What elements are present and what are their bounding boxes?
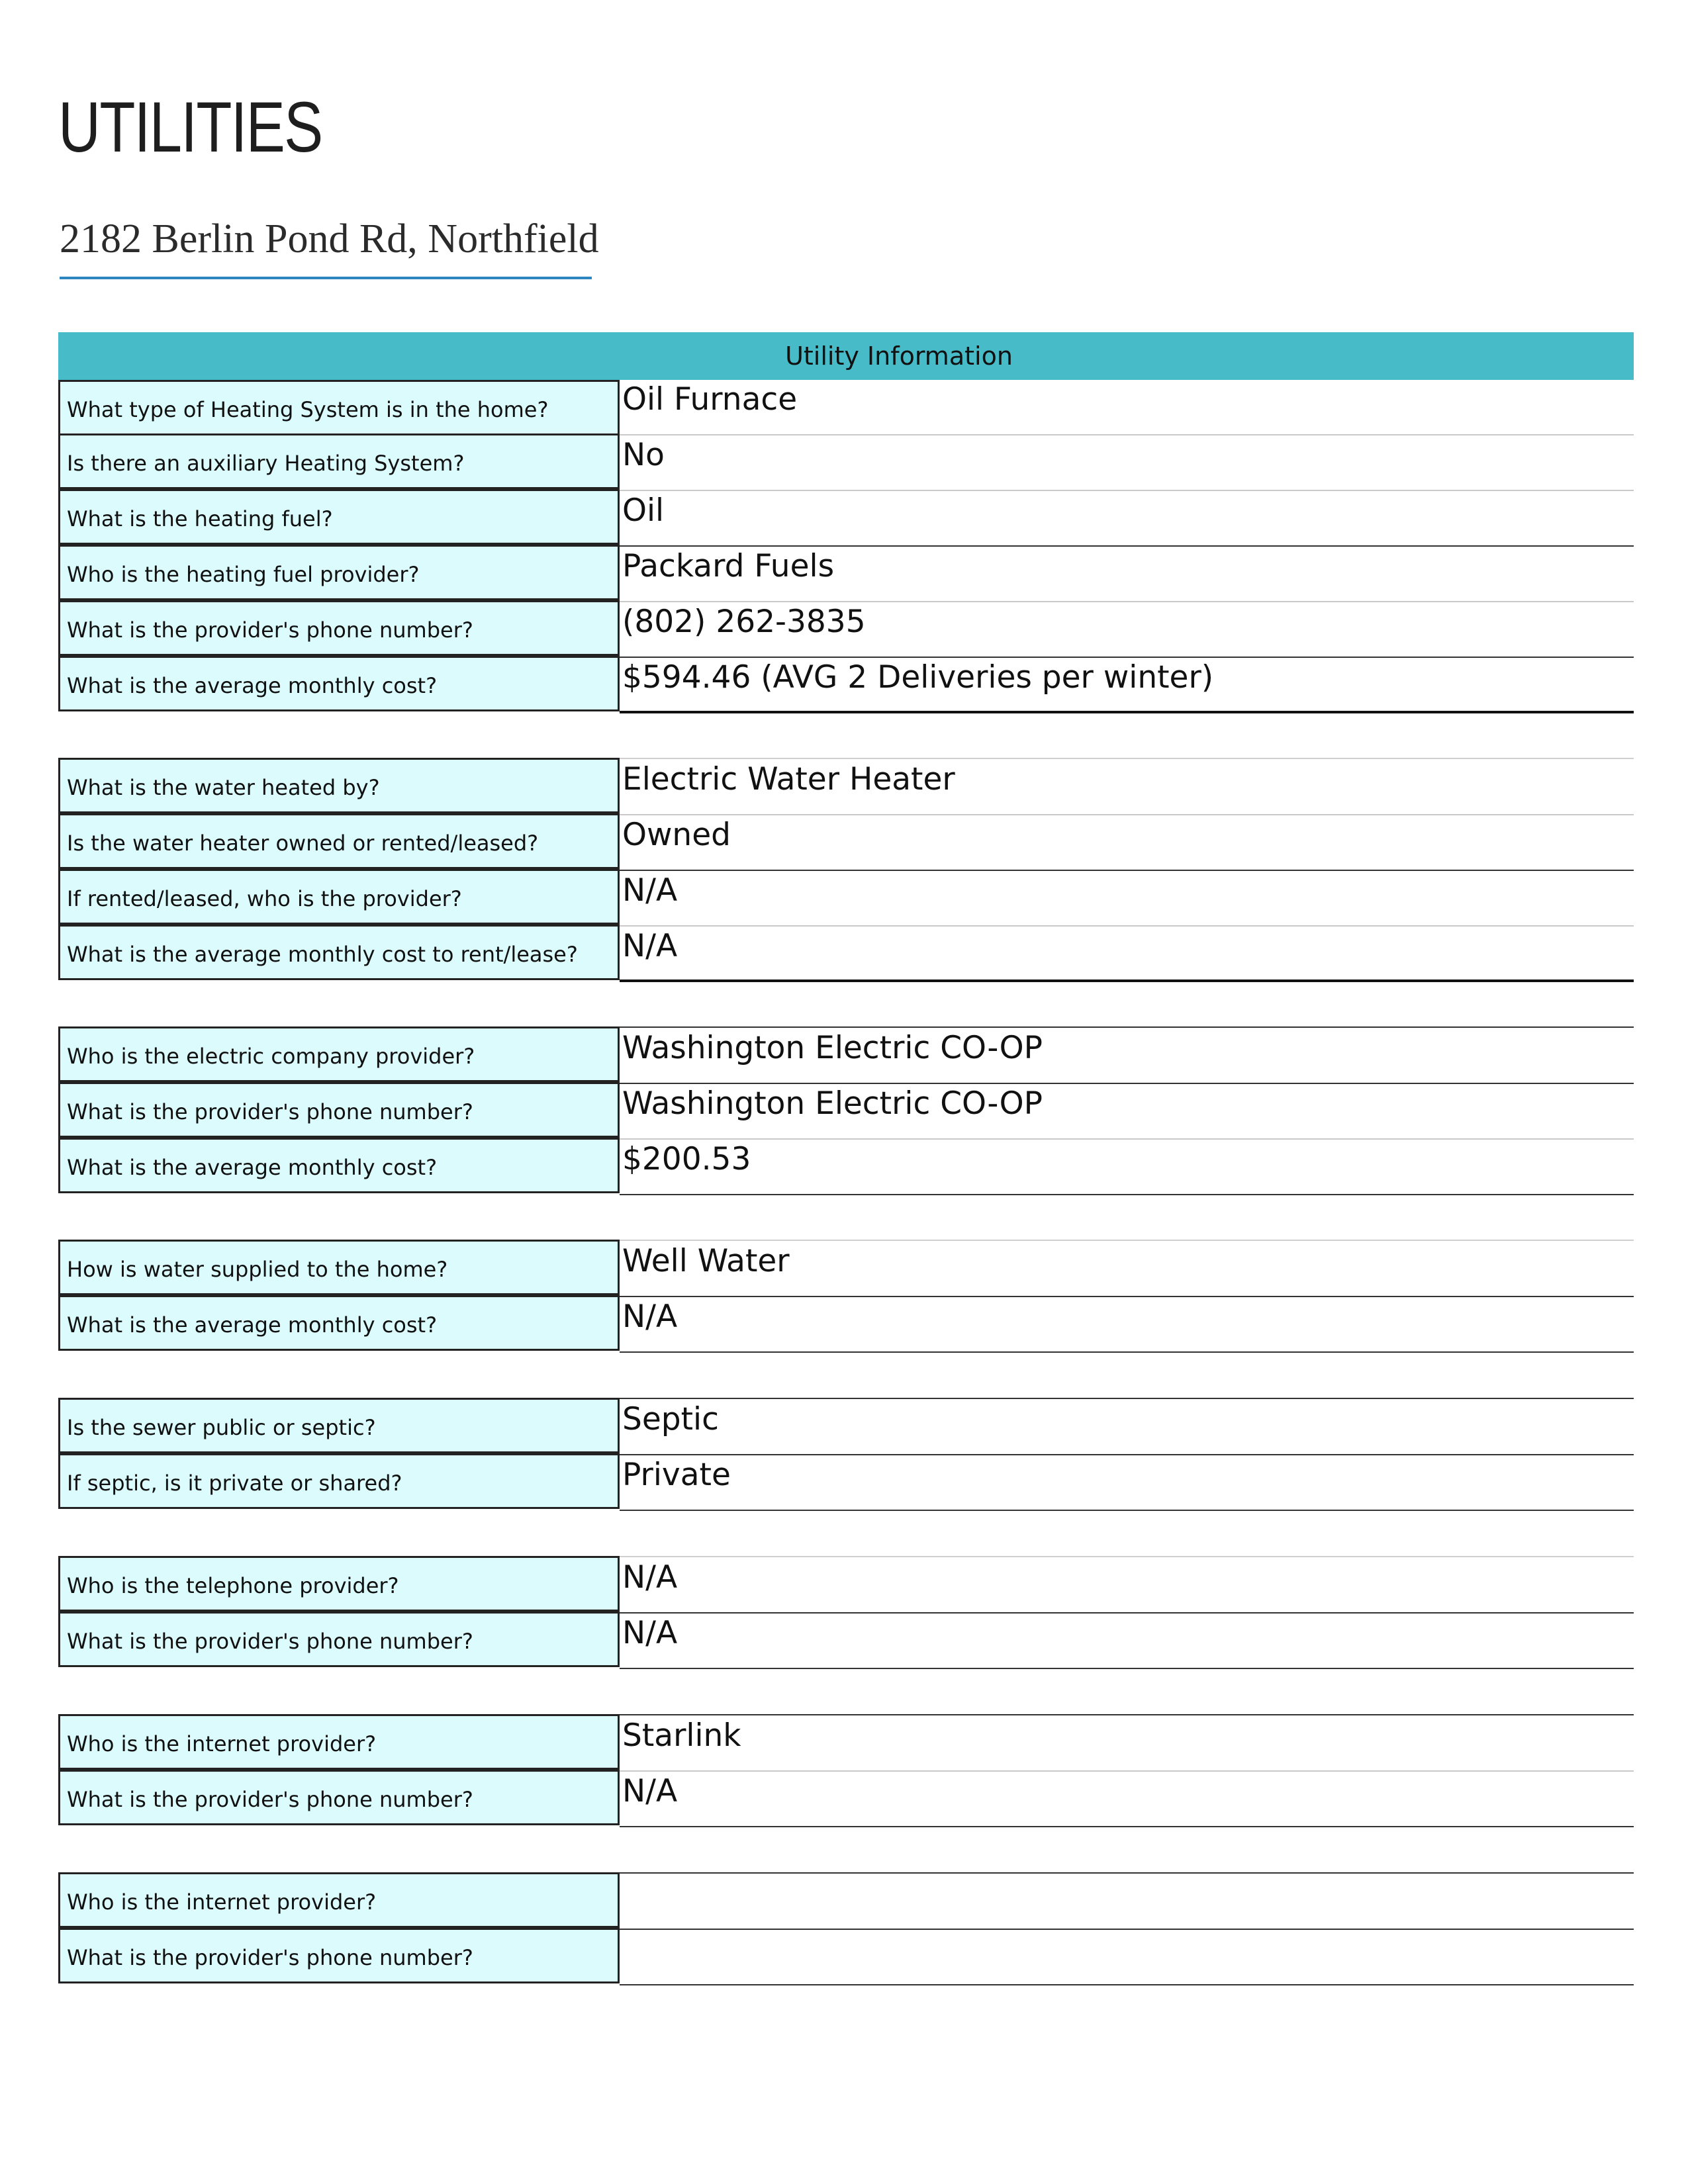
answer-field[interactable]: Washington Electric CO-OP xyxy=(620,1084,1634,1140)
answer-field[interactable]: Washington Electric CO-OP xyxy=(620,1028,1634,1084)
question-label: How is water supplied to the home? xyxy=(58,1240,620,1295)
question-label: Is the sewer public or septic? xyxy=(58,1398,620,1453)
answer-field[interactable]: Owned xyxy=(620,815,1634,871)
question-label: What is the average monthly cost? xyxy=(58,1138,620,1193)
group-top-rule xyxy=(620,1026,1634,1028)
question-label: Who is the heating fuel provider? xyxy=(58,545,620,600)
question-label: What is the water heated by? xyxy=(58,758,620,813)
table-row xyxy=(58,815,1634,871)
question-label: What is the average monthly cost to rent/lease? xyxy=(58,925,620,980)
answer-field[interactable]: N/A xyxy=(620,1297,1634,1353)
table-row xyxy=(58,760,1634,815)
question-label: Who is the electric company provider? xyxy=(58,1026,620,1082)
question-label: Who is the telephone provider? xyxy=(58,1556,620,1612)
table-row xyxy=(58,435,1634,491)
table-row xyxy=(58,1930,1634,1985)
table-row xyxy=(58,1772,1634,1827)
table-row xyxy=(58,1140,1634,1195)
group-top-rule xyxy=(620,1872,1634,1874)
answer-field[interactable]: $200.53 xyxy=(620,1140,1634,1195)
answer-field[interactable] xyxy=(620,1874,1634,1930)
question-label: What type of Heating System is in the home? xyxy=(58,380,620,435)
electric-group xyxy=(58,1028,1634,1195)
address-underline xyxy=(60,277,592,279)
table-row xyxy=(58,1084,1634,1140)
table-row xyxy=(58,1028,1634,1084)
table-row xyxy=(58,1400,1634,1455)
group-top-rule xyxy=(620,1714,1634,1715)
question-label: What is the provider's phone number? xyxy=(58,600,620,656)
answer-field[interactable]: Well Water xyxy=(620,1242,1634,1297)
table-row xyxy=(58,1874,1634,1930)
answer-field[interactable]: Oil Furnace xyxy=(620,380,1634,435)
group-top-rule xyxy=(620,758,1634,759)
table-row xyxy=(58,1558,1634,1614)
question-label: Who is the internet provider? xyxy=(58,1714,620,1770)
group-top-rule xyxy=(620,1556,1634,1557)
answer-field[interactable]: N/A xyxy=(620,1772,1634,1827)
table-row xyxy=(58,491,1634,547)
question-label: Who is the internet provider? xyxy=(58,1872,620,1928)
question-label: Is there an auxiliary Heating System? xyxy=(58,433,620,489)
question-label: What is the provider's phone number? xyxy=(58,1612,620,1667)
heating-group xyxy=(58,380,1634,713)
answer-field[interactable]: $594.46 (AVG 2 Deliveries per winter) xyxy=(620,658,1634,713)
table-row xyxy=(58,547,1634,602)
table-row xyxy=(58,1716,1634,1772)
question-label: What is the provider's phone number? xyxy=(58,1082,620,1138)
answer-field[interactable]: Starlink xyxy=(620,1716,1634,1772)
answer-field[interactable]: No xyxy=(620,435,1634,491)
property-address: 2182 Berlin Pond Rd, Northfield xyxy=(60,216,599,261)
sewer-group xyxy=(58,1400,1634,1511)
table-row xyxy=(58,871,1634,927)
question-label: What is the provider's phone number? xyxy=(58,1770,620,1825)
answer-field[interactable]: N/A xyxy=(620,871,1634,927)
answer-field[interactable]: N/A xyxy=(620,1614,1634,1669)
table-row xyxy=(58,602,1634,658)
table-row xyxy=(58,1455,1634,1511)
table-row xyxy=(58,658,1634,713)
table-row xyxy=(58,1297,1634,1353)
question-label: What is the average monthly cost? xyxy=(58,1295,620,1351)
group-top-rule xyxy=(620,1398,1634,1399)
internet-blank-group xyxy=(58,1874,1634,1985)
answer-field[interactable]: N/A xyxy=(620,927,1634,982)
telephone-group xyxy=(58,1558,1634,1669)
question-label: If rented/leased, who is the provider? xyxy=(58,869,620,925)
answer-field[interactable]: Oil xyxy=(620,491,1634,547)
question-label: What is the average monthly cost? xyxy=(58,656,620,711)
question-label: What is the provider's phone number? xyxy=(58,1928,620,1983)
answer-field[interactable]: (802) 262-3835 xyxy=(620,602,1634,658)
answer-field[interactable] xyxy=(620,1930,1634,1985)
table-row xyxy=(58,927,1634,982)
question-label: What is the heating fuel? xyxy=(58,489,620,545)
group-top-rule xyxy=(620,1240,1634,1241)
table-row xyxy=(58,380,1634,435)
answer-field[interactable]: Private xyxy=(620,1455,1634,1511)
answer-field[interactable]: Electric Water Heater xyxy=(620,760,1634,815)
internet-group xyxy=(58,1716,1634,1827)
water-supply-group xyxy=(58,1242,1634,1353)
page-title: UTILITIES xyxy=(58,87,322,167)
question-label: Is the water heater owned or rented/leased? xyxy=(58,813,620,869)
answer-field[interactable]: N/A xyxy=(620,1558,1634,1614)
utility-table-header: Utility Information xyxy=(58,332,1634,380)
table-row xyxy=(58,1614,1634,1669)
answer-field[interactable]: Packard Fuels xyxy=(620,547,1634,602)
water-heater-group xyxy=(58,760,1634,982)
question-label: If septic, is it private or shared? xyxy=(58,1453,620,1509)
table-row xyxy=(58,1242,1634,1297)
answer-field[interactable]: Septic xyxy=(620,1400,1634,1455)
